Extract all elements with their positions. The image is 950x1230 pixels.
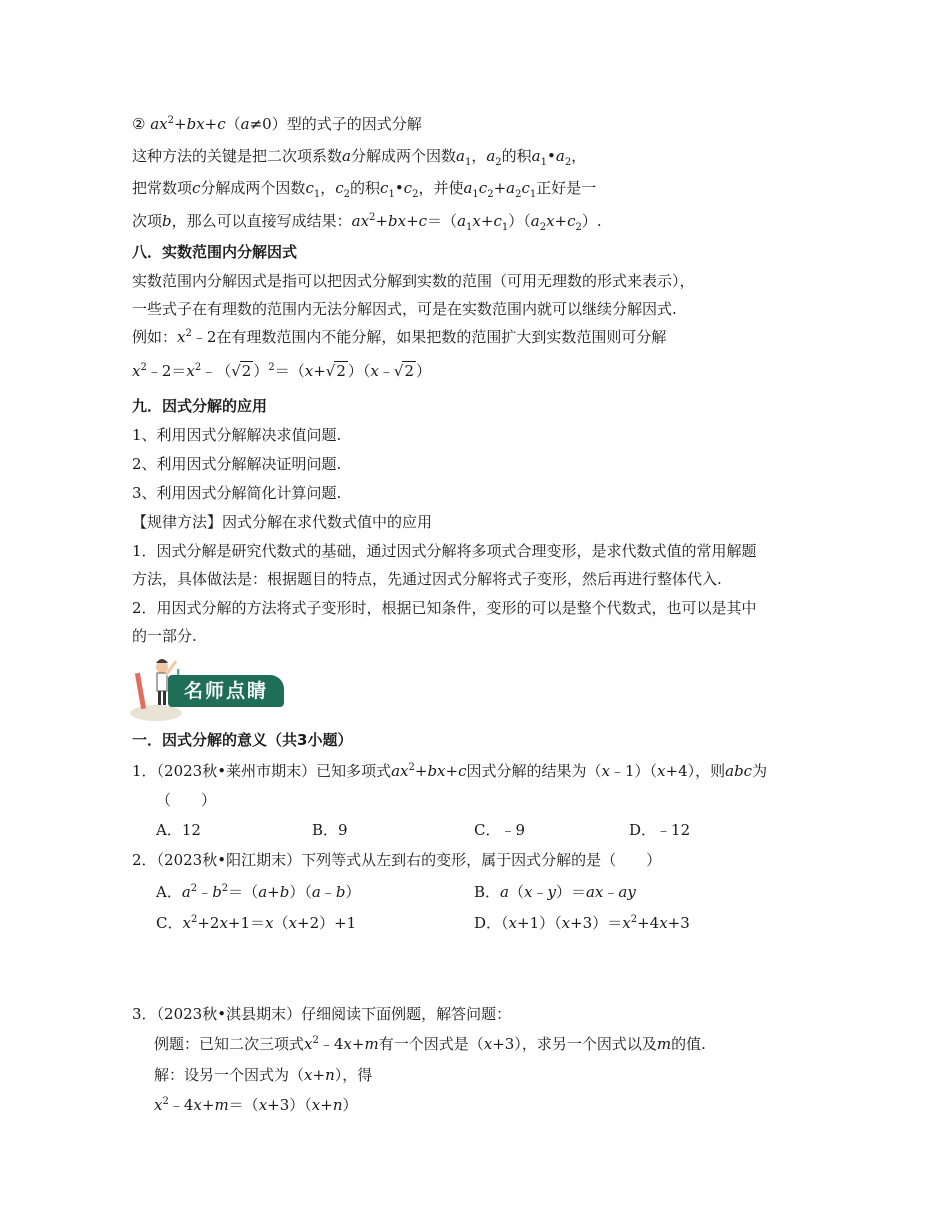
- section-9-item-1: 1、利用因式分解解决求值问题.: [132, 426, 342, 444]
- section-8-formula: $x^2﹣2=x^2﹣(√2$ ）$^2$＝（x+√2 ）（x﹣√2 ）: [132, 362, 432, 380]
- method-title: 【规律方法】因式分解在求代数式值中的应用: [132, 513, 433, 531]
- item-2-para-2: 把常数项c分解成两个因数$c_1$，$c_2$的积$c_1•c_2$，并使$a_1c_2+a_2c_1$正好是一: [132, 179, 597, 200]
- question-3-solution: 解：设另一个因式为（x+n），得: [154, 1066, 373, 1084]
- method-2-line-2: 的一部分.: [132, 627, 197, 645]
- badge-label: 名师点睛: [168, 675, 284, 707]
- question-3: 3．（2023秋•淇县期末）仔细阅读下面例题，解答问题：: [132, 1005, 512, 1023]
- part-1-heading: 一．因式分解的意义（共3小题）: [132, 731, 353, 749]
- section-8-para-2: 一些式子在有理数的范围内无法分解因式，可是在实数范围内就可以继续分解因式.: [132, 300, 677, 318]
- q1-option-b[interactable]: B．9: [312, 821, 348, 839]
- section-8-para-1: 实数范围内分解因式是指可以把因式分解到实数的范围（可用无理数的形式来表示），: [132, 272, 695, 290]
- q1-option-c[interactable]: C．﹣9: [474, 821, 526, 839]
- section-9-item-3: 3、利用因式分解简化计算问题.: [132, 484, 342, 502]
- section-8-example: 例如：$x^2﹣2$在有理数范围内不能分解，如果把数的范围扩大到实数范围则可分解: [132, 328, 667, 346]
- section-9-item-2: 2、利用因式分解解决证明问题.: [132, 455, 342, 473]
- item-2-para-1: 这种方法的关键是把二次项系数a分解成两个因数$a_1$，$a_2$的积$a_1•a_2$，: [132, 147, 587, 168]
- q2-option-d[interactable]: D．$(x+1)(x+3)=x^2+4x+3$: [474, 914, 690, 932]
- method-2-line-1: 2．用因式分解的方法将式子变形时，根据已知条件，变形的可以是整个代数式，也可以是其中: [132, 599, 757, 617]
- method-1-line-2: 方法，具体做法是：根据题目的特点，先通过因式分解将式子变形，然后再进行整体代入.: [132, 570, 722, 588]
- q1-option-a[interactable]: A．12: [156, 821, 201, 839]
- teacher-tips-badge: [128, 655, 288, 723]
- q2-option-b[interactable]: B．a（x﹣y）＝ax﹣ay: [474, 883, 636, 901]
- method-1-line-1: 1．因式分解是研究代数式的基础，通过因式分解将多项式合理变形，是求代数式值的常用解题: [132, 542, 757, 560]
- q1-option-d[interactable]: D．﹣12: [629, 821, 691, 839]
- question-3-example: 例题：已知二次三项式$x^2﹣4x+m$有一个因式是（x+3），求另一个因式以及m的值.: [154, 1035, 706, 1053]
- question-3-equation: $x^2﹣4x+m=(x+3)(x+n)$: [154, 1096, 358, 1114]
- item-2-suffix: 型的式子的因式分解: [286, 115, 422, 133]
- q2-option-c[interactable]: C．$x^2+2x+1=x(x+2)+1$: [156, 914, 357, 932]
- question-1: 1．（2023秋•莱州市期末）已知多项式$ax^2+bx+c$因式分解的结果为（x﹣1）（x+4），则abc为: [132, 762, 768, 780]
- circled-number: ②: [132, 115, 146, 133]
- q2-option-a[interactable]: A．$a^2﹣b^2=(a+b)(a﹣b)$: [156, 883, 361, 901]
- item-2-title: ② $ax^2+bx+c(a\ne 0)$型的式子的因式分解: [132, 115, 422, 133]
- section-8-heading: 八．实数范围内分解因式: [132, 243, 298, 261]
- question-2: 2．（2023秋•阳江期末）下列等式从左到右的变形，属于因式分解的是（ ）: [132, 851, 662, 869]
- question-1-paren: （ ）: [156, 791, 217, 809]
- section-9-heading: 九．因式分解的应用: [132, 397, 268, 415]
- item-2-para-3: 次项b，那么可以直接写成结果：$ax^2+bx+c=(a_1x+c_1)(a_2x+c_2)$.: [132, 212, 602, 233]
